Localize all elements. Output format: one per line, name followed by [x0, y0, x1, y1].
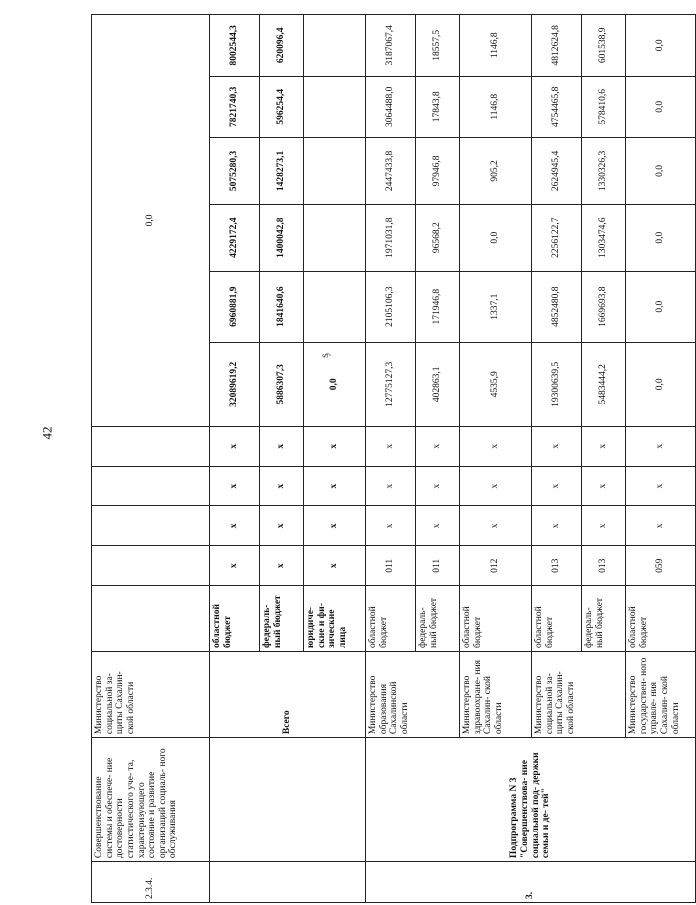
x-cell: х: [260, 506, 304, 546]
empty-cell: [92, 466, 210, 506]
year-value-cell: 0,0: [626, 76, 696, 137]
x-cell: х: [626, 506, 696, 546]
x-cell: х: [366, 426, 416, 466]
x-cell: х: [582, 426, 626, 466]
budget-table: [91, 14, 696, 903]
x-cell: х: [416, 466, 460, 506]
funding-source-cell: областной бюджет: [626, 586, 696, 652]
year-value-cell: 1400042,8: [260, 204, 304, 271]
kbk-code-cell: 013: [532, 546, 582, 586]
x-cell: х: [626, 426, 696, 466]
year-value-cell: 1841640,6: [260, 271, 304, 342]
year-value-cell: 1428273,1: [260, 137, 304, 204]
year-value-cell: 905,2: [460, 137, 532, 204]
table-row: [366, 15, 416, 903]
year-value-cell: 7821740,3: [210, 76, 260, 137]
year-value-cell: [304, 15, 366, 77]
x-cell: х: [416, 426, 460, 466]
x-cell: х: [460, 466, 532, 506]
funding-source-cell: областной бюджет: [532, 586, 582, 652]
year-value-cell: [304, 76, 366, 137]
activity-description: Совершенствование системы и обеспече- ние достоверности статистического уче- та, характеризующего состояние и развитие организаций социаль- ного обслуживания: [92, 738, 210, 862]
x-cell: х: [366, 466, 416, 506]
total-value-cell: 402863,1: [416, 342, 460, 426]
total-value-cell: 19300639,5: [532, 342, 582, 426]
funding-source-cell: областной бюджет: [366, 586, 416, 652]
total-value-cell: 0,0: [626, 342, 696, 426]
budget-table-wrapper: [91, 14, 681, 903]
total-label: Всего: [210, 651, 366, 737]
year-value-cell: 1303474,6: [582, 204, 626, 271]
executor-cell: Министерство образования Сахалинской области: [366, 651, 460, 737]
funding-source-cell: федераль- ный бюджет: [416, 586, 460, 652]
year-value-cell: 17843,8: [416, 76, 460, 137]
x-cell: х: [260, 426, 304, 466]
table-row: [210, 15, 260, 903]
year-value-cell: 4852480,8: [532, 271, 582, 342]
year-value-cell: 1330326,3: [582, 137, 626, 204]
year-value-cell: 0,0: [460, 204, 532, 271]
empty-cell: [92, 426, 210, 466]
x-cell: х: [532, 466, 582, 506]
empty-cell: [92, 586, 210, 652]
executor-cell: Министерство социальной за- щиты Сахалин- ской области: [532, 651, 626, 737]
empty-cell: [210, 862, 366, 903]
subprogram-title: Подпрограмма N 3 "Совершенствова- ние социальной под- держки семьи и де- тей": [366, 738, 696, 862]
year-value-cell: 4754465,8: [532, 76, 582, 137]
executor-cell: Министерство социальной за- щиты Сахалин- ской области: [92, 651, 210, 737]
funding-source-cell: федераль- ный бюджет: [582, 586, 626, 652]
year-value-cell: 0,0: [626, 271, 696, 342]
kbk-code-cell: 011: [416, 546, 460, 586]
table-body: [92, 15, 696, 903]
x-cell: х: [210, 426, 260, 466]
year-value-cell: 1146,8: [460, 15, 532, 77]
total-value-cell: 4535,9: [460, 342, 532, 426]
year-value-cell: [304, 137, 366, 204]
x-cell: х: [582, 466, 626, 506]
year-value-cell: 171946,8: [416, 271, 460, 342]
empty-cell: [210, 738, 366, 862]
year-value-cell: [304, 271, 366, 342]
year-value-cell: 2105106,3: [366, 271, 416, 342]
year-value-cell: 1146,8: [460, 76, 532, 137]
x-cell: х: [532, 506, 582, 546]
executor-cell: Министерство здравоохране- ния Сахалин- ской области: [460, 651, 532, 737]
funding-source-cell: областной бюджет: [210, 586, 260, 652]
total-value-cell: 0,0: [304, 342, 366, 426]
x-cell: х: [210, 506, 260, 546]
year-value-cell: 1669693,8: [582, 271, 626, 342]
total-value-cell: 5483444,2: [582, 342, 626, 426]
kbk-code-cell: х: [260, 546, 304, 586]
year-value-cell: 2256122,7: [532, 204, 582, 271]
x-cell: х: [416, 506, 460, 546]
x-cell: х: [304, 506, 366, 546]
year-value-cell: 0,0: [626, 204, 696, 271]
year-value-cell: 620096,4: [260, 15, 304, 77]
x-cell: х: [304, 466, 366, 506]
year-value-cell: 3187067,4: [366, 15, 416, 77]
total-value-cell: 5886307,3: [260, 342, 304, 426]
year-value-cell: 596254,4: [260, 76, 304, 137]
kbk-code-cell: 011: [366, 546, 416, 586]
subprogram-number: 3.: [366, 862, 696, 903]
year-value-cell: 578410,6: [582, 76, 626, 137]
year-value-cell: 1971031,8: [366, 204, 416, 271]
funding-source-cell: федераль- ный бюджет: [260, 586, 304, 652]
year-value-cell: 4812624,8: [532, 15, 582, 77]
x-cell: х: [210, 466, 260, 506]
x-cell: х: [260, 466, 304, 506]
kbk-code-cell: 059: [626, 546, 696, 586]
year-value-cell: 0,0: [626, 137, 696, 204]
empty-cell: [92, 546, 210, 586]
year-value-cell: 96568,2: [416, 204, 460, 271]
x-cell: х: [582, 506, 626, 546]
kbk-code-cell: х: [210, 546, 260, 586]
x-cell: х: [532, 426, 582, 466]
x-cell: х: [626, 466, 696, 506]
year-value-cell: 601538,9: [582, 15, 626, 77]
year-value-cell: 3064488,0: [366, 76, 416, 137]
year-value-cell: 97946,8: [416, 137, 460, 204]
merged-value-cell: 0,0: [92, 15, 210, 427]
year-value-cell: 1337,1: [460, 271, 532, 342]
table-row: [92, 15, 210, 903]
funding-source-cell: областной бюджет: [460, 586, 532, 652]
year-value-cell: 2624945,4: [532, 137, 582, 204]
x-cell: х: [460, 426, 532, 466]
year-value-cell: 2447433,8: [366, 137, 416, 204]
x-cell: х: [366, 506, 416, 546]
handwritten-mark: ᶊ: [316, 353, 331, 358]
year-value-cell: 4229172,4: [210, 204, 260, 271]
total-value-cell: 32089619,2: [210, 342, 260, 426]
year-value-cell: 0,0: [626, 15, 696, 77]
year-value-cell: 6960881,9: [210, 271, 260, 342]
x-cell: х: [304, 426, 366, 466]
year-value-cell: 8002544,3: [210, 15, 260, 77]
kbk-code-cell: 012: [460, 546, 532, 586]
rotated-page-content: [91, 14, 681, 903]
funding-source-cell: юридиче- ские и фи- зические лица: [304, 586, 366, 652]
page-number: 42: [39, 426, 55, 440]
kbk-code-cell: х: [304, 546, 366, 586]
year-value-cell: 5075280,3: [210, 137, 260, 204]
year-value-cell: [304, 204, 366, 271]
kbk-code-cell: 013: [582, 546, 626, 586]
year-value-cell: 18557,5: [416, 15, 460, 77]
executor-cell: Министерство государствен- ного управле- ния Сахалин- ской области: [626, 651, 696, 737]
empty-cell: [92, 506, 210, 546]
row-number: 2.3.4.: [92, 862, 210, 903]
total-value-cell: 12775127,3: [366, 342, 416, 426]
x-cell: х: [460, 506, 532, 546]
